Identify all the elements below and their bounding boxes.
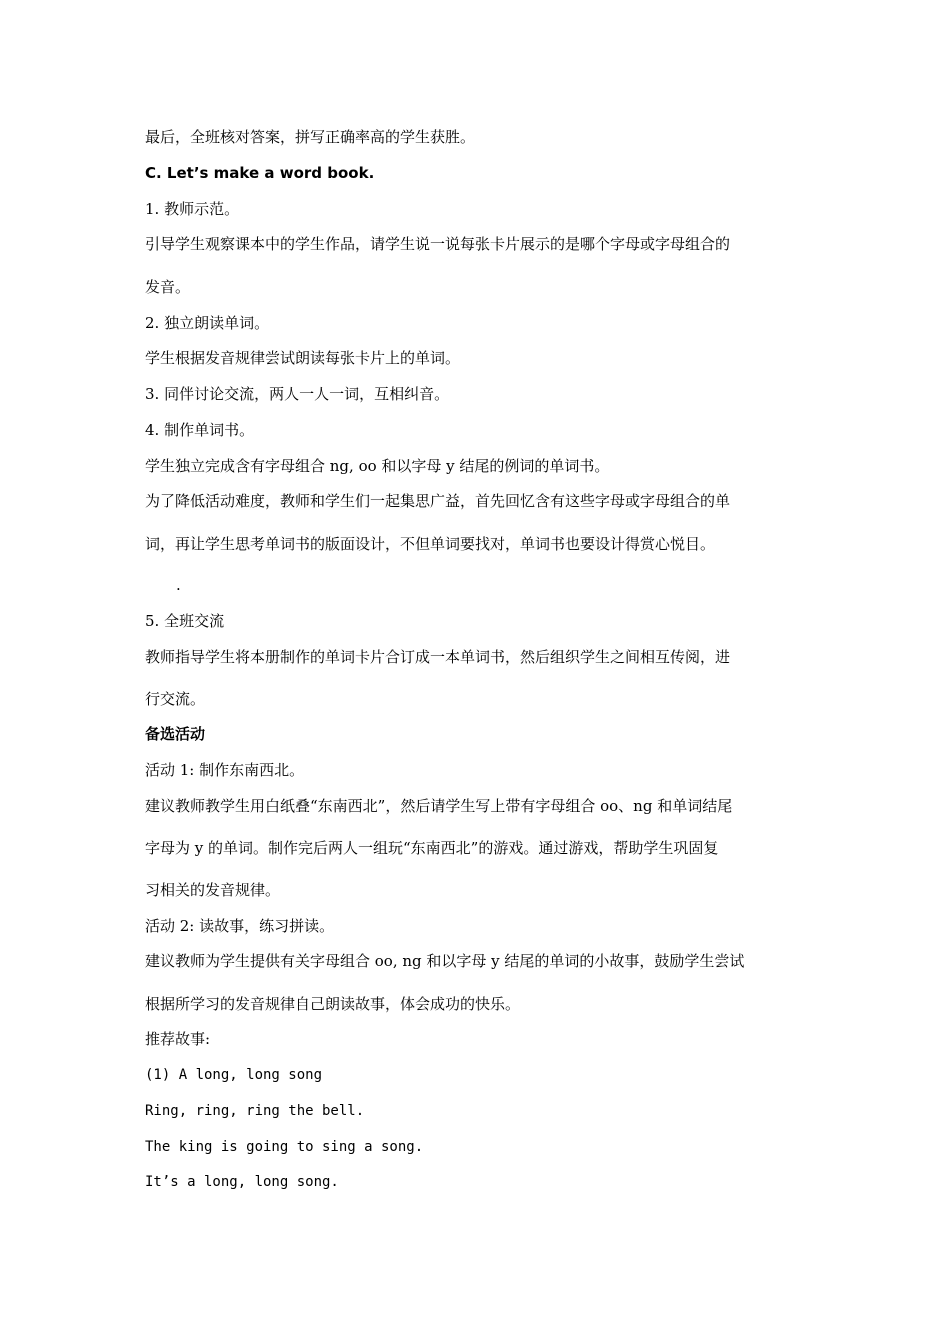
step-4-note-line-2: 词，再让学生思考单词书的版面设计，不但单词要找对，单词书也要设计得赏心悦目。	[145, 535, 716, 553]
step-1-heading: 1. 教师示范。	[145, 200, 240, 218]
stray-dot: .	[176, 576, 181, 594]
activity-1-heading: 活动 1: 制作东南西北。	[145, 761, 305, 779]
step-4-note-line-1: 为了降低活动难度，教师和学生们一起集思广益，首先回忆含有这些字母或字母组合的单	[145, 492, 731, 510]
step-1-text-line-2: 发音。	[145, 278, 191, 296]
step-5-heading: 5. 全班交流	[145, 612, 225, 630]
step-5-text-line-2: 行交流。	[145, 690, 206, 708]
step-5-text-line-1: 教师指导学生将本册制作的单词卡片合订成一本单词书，然后组织学生之间相互传阅，进	[145, 648, 731, 666]
paragraph-answer-check: 最后，全班核对答案，拼写正确率高的学生获胜。	[145, 128, 476, 146]
activity-1-text-line-3: 习相关的发音规律。	[145, 881, 281, 899]
activity-2-heading: 活动 2: 读故事，练习拼读。	[145, 917, 335, 935]
activity-2-text-line-2: 根据所学习的发音规律自己朗读故事，体会成功的快乐。	[145, 995, 521, 1013]
activity-1-text-line-1: 建议教师教学生用白纸叠“东南西北”，然后请学生写上带有字母组合 oo、ng 和单词结尾	[145, 797, 733, 815]
activity-1-text-line-2: 字母为 y 的单词。制作完后两人一组玩“东南西北”的游戏。通过游戏，帮助学生巩固复	[145, 839, 719, 857]
story-recommendation-heading: 推荐故事:	[145, 1030, 211, 1048]
activity-2-text-line-1: 建议教师为学生提供有关字母组合 oo, ng 和以字母 y 结尾的单词的小故事，鼓励学生尝试	[145, 952, 745, 970]
step-2-text: 学生根据发音规律尝试朗读每张卡片上的单词。	[145, 349, 461, 367]
story-line-2: The king is going to sing a song.	[145, 1139, 424, 1155]
step-4-text: 学生独立完成含有字母组合 ng, oo 和以字母 y 结尾的例词的单词书。	[145, 457, 610, 475]
step-3-heading: 3. 同伴讨论交流，两人一人一词，互相纠音。	[145, 385, 450, 403]
story-title: (1) A long, long song	[145, 1067, 323, 1083]
section-heading-word-book: C. Let’s make a word book.	[145, 164, 375, 182]
story-line-3: It’s a long, long song.	[145, 1174, 339, 1190]
step-4-heading: 4. 制作单词书。	[145, 421, 255, 439]
section-heading-optional-activities: 备选活动	[145, 725, 206, 743]
step-2-heading: 2. 独立朗读单词。	[145, 314, 270, 332]
story-line-1: Ring, ring, ring the bell.	[145, 1103, 365, 1119]
step-1-text-line-1: 引导学生观察课本中的学生作品，请学生说一说每张卡片展示的是哪个字母或字母组合的	[145, 235, 731, 253]
